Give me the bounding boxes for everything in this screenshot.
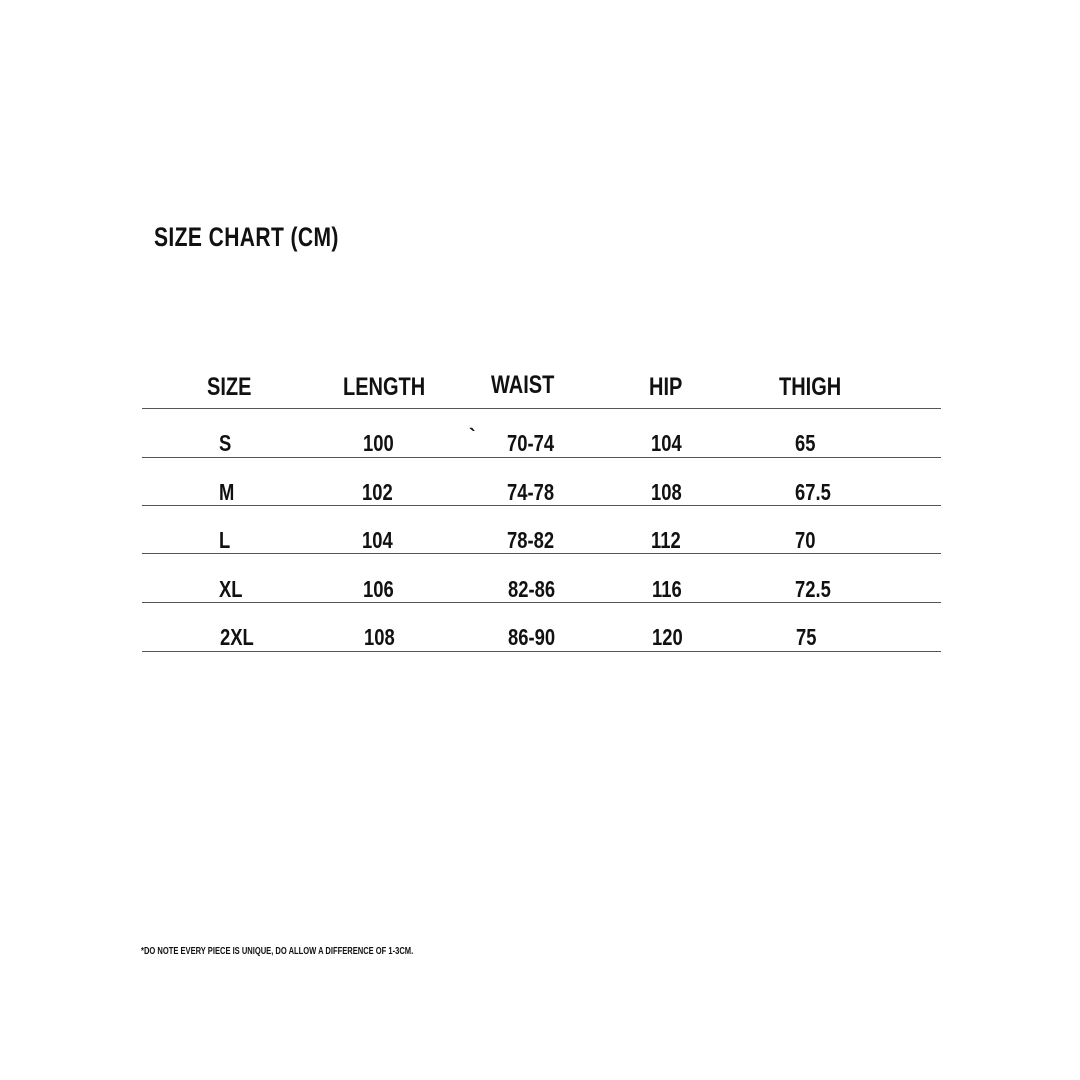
header-divider bbox=[142, 408, 941, 409]
header-size: SIZE bbox=[207, 373, 252, 401]
cell-hip: 120 bbox=[652, 624, 683, 650]
cell-hip: 108 bbox=[651, 479, 682, 505]
row-divider bbox=[142, 505, 941, 506]
page-title: SIZE CHART (CM) bbox=[154, 222, 339, 252]
cell-length: 100 bbox=[363, 430, 394, 456]
cell-thigh: 70 bbox=[795, 527, 816, 553]
footnote: *DO NOTE EVERY PIECE IS UNIQUE, DO ALLOW A DIFFERENCE OF 1-3CM. bbox=[141, 945, 414, 957]
cell-thigh: 67.5 bbox=[795, 479, 831, 505]
cell-waist: 78-82 bbox=[507, 527, 555, 553]
cell-size: 2XL bbox=[220, 624, 254, 650]
header-thigh: THIGH bbox=[779, 373, 842, 401]
cell-length: 108 bbox=[364, 624, 395, 650]
cell-size: M bbox=[219, 479, 235, 505]
cell-waist: 70-74 bbox=[507, 430, 555, 456]
cell-hip: 104 bbox=[651, 430, 682, 456]
cell-waist: 82-86 bbox=[508, 576, 556, 602]
table-bottom-divider bbox=[142, 651, 941, 652]
cell-length: 102 bbox=[362, 479, 393, 505]
row-divider bbox=[142, 553, 941, 554]
stray-mark: ` bbox=[469, 426, 476, 448]
cell-thigh: 75 bbox=[796, 624, 817, 650]
row-divider bbox=[142, 457, 941, 458]
cell-waist: 74-78 bbox=[507, 479, 555, 505]
cell-length: 104 bbox=[362, 527, 393, 553]
header-length: LENGTH bbox=[343, 373, 426, 401]
cell-waist: 86-90 bbox=[508, 624, 556, 650]
row-divider bbox=[142, 602, 941, 603]
cell-size: XL bbox=[219, 576, 243, 602]
cell-size: L bbox=[219, 527, 231, 553]
cell-hip: 112 bbox=[651, 527, 681, 553]
cell-length: 106 bbox=[363, 576, 394, 602]
cell-size: S bbox=[219, 430, 232, 456]
header-hip: HIP bbox=[649, 373, 683, 401]
cell-thigh: 72.5 bbox=[795, 576, 831, 602]
cell-thigh: 65 bbox=[795, 430, 816, 456]
cell-hip: 116 bbox=[652, 576, 682, 602]
header-waist: WAIST bbox=[491, 371, 555, 399]
